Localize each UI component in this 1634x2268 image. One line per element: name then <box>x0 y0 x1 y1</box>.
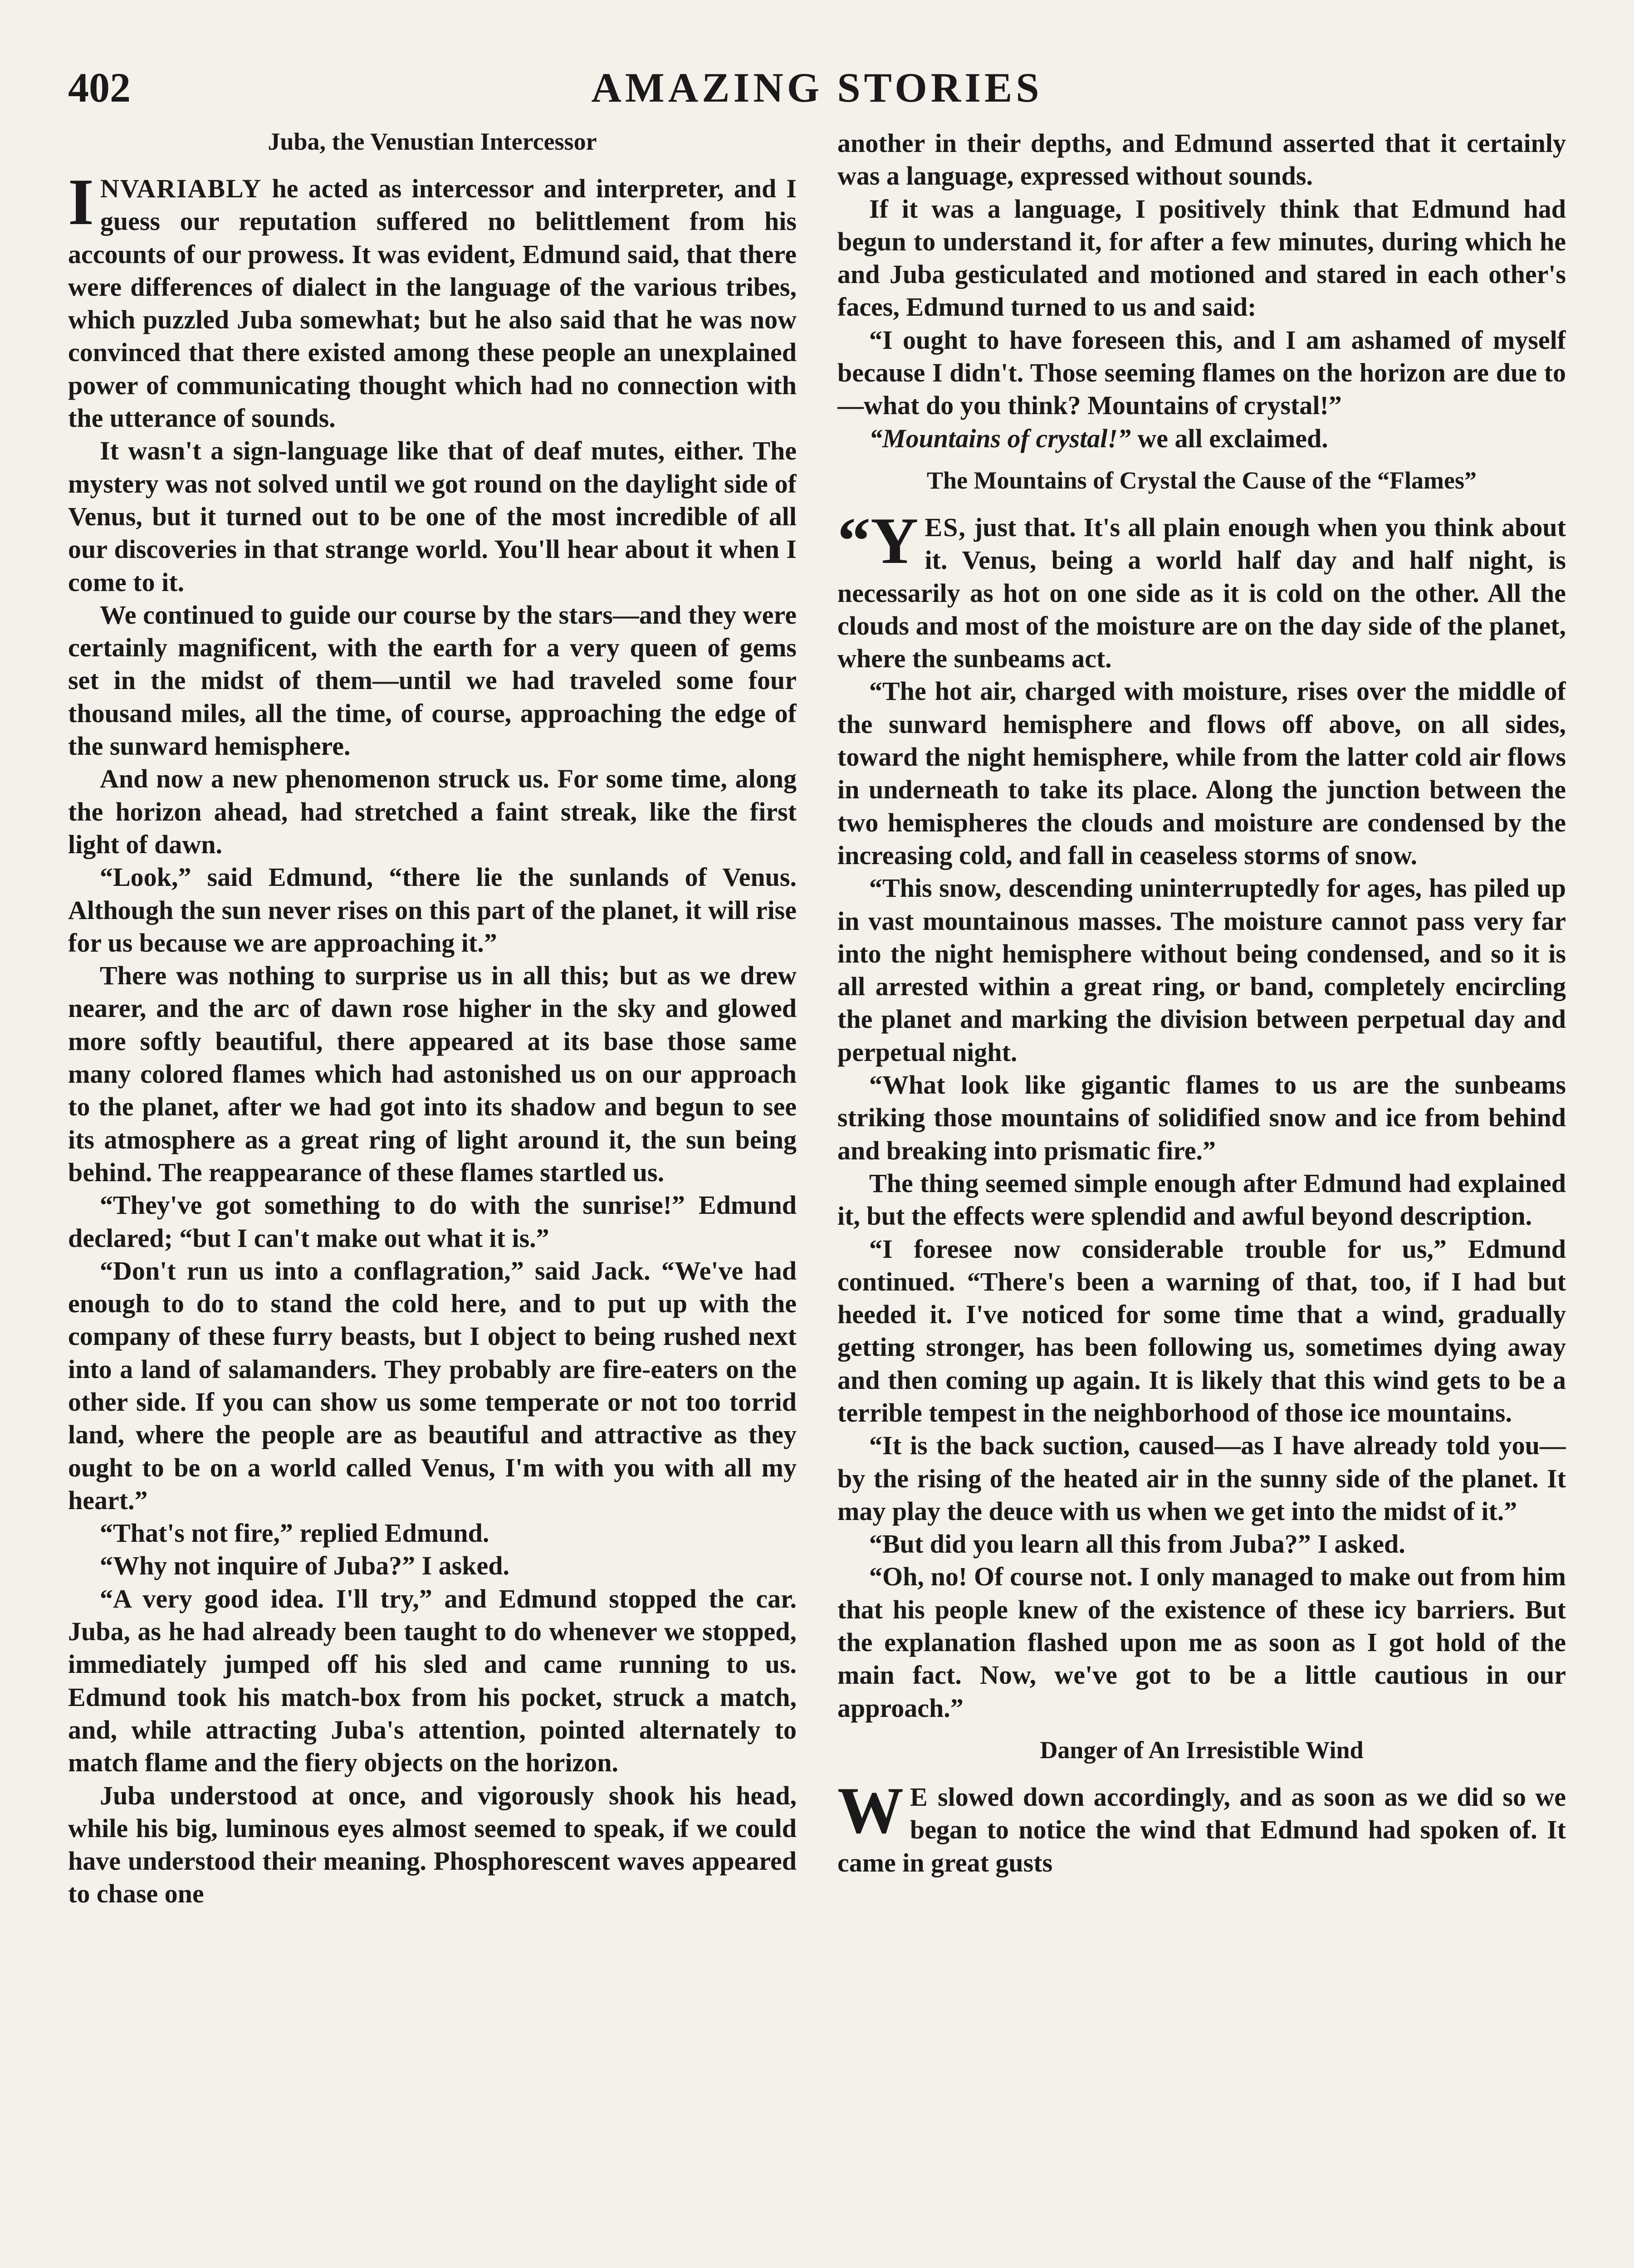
paragraph: There was nothing to surprise us in all this; but as we drew nearer, and the arc of dawn rose higher in the sky and glowed more softly beautiful, there appeared at its base those same many colored flames which had astonished us on our approach to the planet, after we had got into its shadow and begun to see its atmosphere as a great ring of light around it, the sun being behind. The reappearance of these flames startled us. <box>68 961 797 1187</box>
drop-cap: W <box>837 1773 904 1847</box>
right-column <box>837 127 1566 2268</box>
lead-word: E <box>910 1782 929 1812</box>
paragraph <box>837 503 1566 675</box>
drop-cap: I <box>68 165 94 239</box>
paragraph: “I foresee now considerable trouble for us,” Edmund continued. “There's been a warning of that, too, if I had but heeded it. I've noticed for some time that a wind, gradually getting stronger, has been following us, sometimes dying away and then coming up again. It is likely that this wind gets to be a terrible tempest in the neighborhood of those ice mountains. <box>837 1234 1566 1427</box>
page-header <box>68 59 1566 127</box>
paragraph: It wasn't a sign-language like that of deaf mutes, either. The mystery was not solved until we got round on the daylight side of Venus, but it turned out to be one of the most incredible of all our discoveries in that strange world. You'll hear about it when I come to it. <box>68 436 797 597</box>
paragraph-text: just that. It's all plain enough when you think about it. Venus, being a world half day and half night, is necessarily as hot on one side as it is cold on the other. All the clouds and most of the moisture are on the day side of the planet, where the sunbeams act. <box>837 512 1566 674</box>
paragraph: “But did you learn all this from Juba?” I asked. <box>869 1529 1405 1559</box>
section-heading: Danger of An Irresistible Wind <box>1040 1736 1364 1764</box>
paragraph: “Oh, no! Of course not. I only managed to make out from him that his people knew of the existence of these icy barriers. But the explanation flashed upon me as soon as I got hold of the main fact. Now, we've got to be a little cautious in our approach.” <box>837 1562 1566 1723</box>
paragraph: “I ought to have foreseen this, and I am ashamed of myself because I didn't. Those seeming flames on the horizon are due to—what do you think? Mountains of crystal!” <box>837 325 1566 420</box>
paragraph: Juba understood at once, and vigorously shook his head, while his big, luminous eyes almost seemed to speak, if we could have understood their meaning. Phosphorescent waves appeared to chase one <box>68 1780 797 1909</box>
paragraph-text: he acted as intercessor and interpreter, and I guess our reputation suffered no belittlement from his accounts of our prowess. It was evident, Edmund said, that there were differences of dialect in the language of the various tribes, which puzzled Juba somewhat; but he also said that he was now convinced that there existed among these people an unexplained power of communicating thought which had no connection with the utterance of sounds. <box>68 174 797 433</box>
paragraph: “They've got something to do with the sunrise!” Edmund declared; “but I can't make out what it is.” <box>68 1190 797 1253</box>
paragraph: “The hot air, charged with moisture, rises over the middle of the sunward hemisphere and flows off above, on all sides, toward the night hemisphere, while from the latter cold air flows in underneath to take its place. Along the junction between the two hemispheres the clouds and moisture are condensed by the increasing cold, and fall in ceaseless storms of snow. <box>837 676 1566 870</box>
section-heading: Juba, the Venustian Intercessor <box>268 128 597 155</box>
paragraph <box>68 165 797 435</box>
drop-cap: “Y <box>837 503 919 577</box>
section-heading: The Mountains of Crystal the Cause of the “Flames” <box>927 466 1477 494</box>
paragraph: “A very good idea. I'll try,” and Edmund stopped the car. Juba, as he had already been taught to do whenever we stopped, immediately jumped off his sled and came running to us. Edmund took his match-box from his pocket, struck a match, and, while attracting Juba's attention, pointed alternately to match flame and the fiery objects on the horizon. <box>68 1584 797 1778</box>
text-columns <box>68 127 1566 2268</box>
paragraph: “What look like gigantic flames to us are the sunbeams striking those mountains of solidified snow and ice from behind and breaking into prismatic fire.” <box>837 1070 1566 1165</box>
paragraph-text: we all exclaimed. <box>1130 423 1328 453</box>
paragraph: We continued to guide our course by the stars—and they were certainly magnificent, with the earth for a very queen of gems set in the midst of them—until we had traveled some four thousand miles, all the time, of course, approaching the edge of the sunward hemisphere. <box>68 600 797 761</box>
paragraph: “Why not inquire of Juba?” I asked. <box>100 1551 509 1581</box>
running-title: AMAZING STORIES <box>591 64 1043 111</box>
left-column <box>68 127 797 2268</box>
paragraph: If it was a language, I positively think that Edmund had begun to understand it, for after a few minutes, during which he and Juba gesticulated and motioned and stared in each other's faces, Edmund turned to us and said: <box>837 194 1566 322</box>
paragraph: another in their depths, and Edmund asserted that it certainly was a language, expressed without sounds. <box>837 128 1566 191</box>
page-number: 402 <box>68 64 131 111</box>
paragraph: “Don't run us into a conflagration,” said Jack. “We've had enough to do to stand the cold here, and to put up with the company of these furry beasts, but I object to being rushed next into a land of salamanders. They probably are fire-eaters on the other side. If you can show us some temperate or not too torrid land, where the people are as beautiful and attractive as they ought to be on a world called Venus, I'm with you with all my heart.” <box>68 1256 797 1515</box>
lead-word: ES, <box>925 512 966 542</box>
paragraph <box>837 422 1566 455</box>
lead-word: NVARIABLY <box>100 174 262 203</box>
paragraph: The thing seemed simple enough after Edmund had explained it, but the effects were splendid and awful beyond description. <box>837 1168 1566 1231</box>
italic-quote: “Mountains of crystal!” <box>869 423 1131 453</box>
paragraph: “This snow, descending uninterruptedly for ages, has piled up in vast mountainous masses. The moisture cannot pass very far into the night hemisphere without being condensed, and so it is all arrested within a great ring, or band, completely encircling the planet and marking the division between perpetual day and perpetual night. <box>837 873 1566 1067</box>
paragraph: “That's not fire,” replied Edmund. <box>100 1518 489 1548</box>
paragraph: And now a new phenomenon struck us. For some time, along the horizon ahead, had stretched a faint streak, like the first light of dawn. <box>68 764 797 859</box>
paragraph: “It is the back suction, caused—as I have already told you—by the rising of the heated air in the sunny side of the planet. It may play the deuce with us when we get into the midst of it.” <box>837 1431 1566 1526</box>
paragraph: “Look,” said Edmund, “there lie the sunlands of Venus. Although the sun never rises on this part of the planet, it will rise for us because we are approaching it.” <box>68 862 797 958</box>
paragraph-text: slowed down accordingly, and as soon as we did so we began to notice the wind that Edmund had spoken of. It came in great gusts <box>837 1782 1566 1877</box>
paragraph <box>837 1773 1566 1879</box>
